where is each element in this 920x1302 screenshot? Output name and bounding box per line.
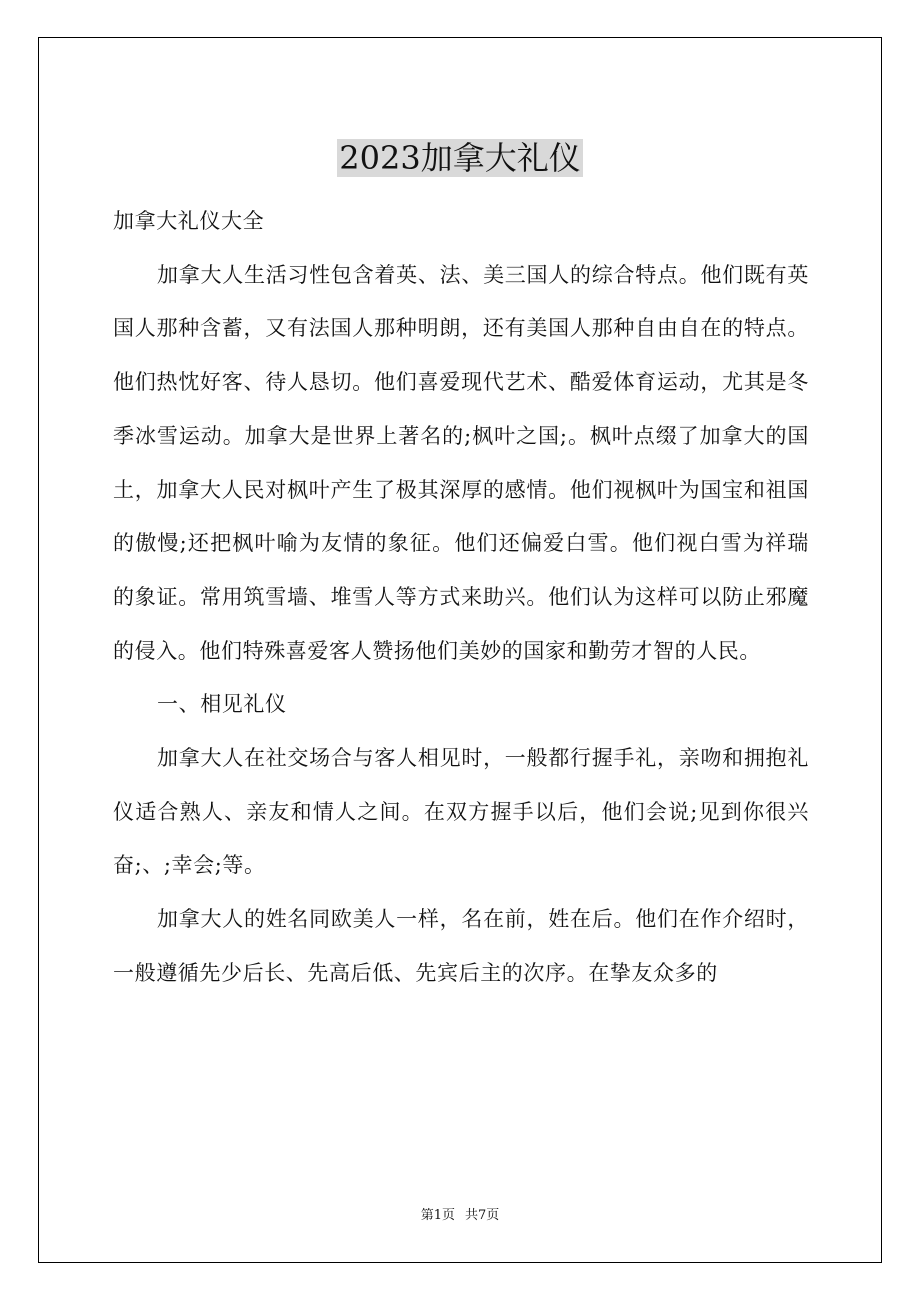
page-footer: [0, 1207, 920, 1225]
document-title: [0, 135, 920, 181]
page-number: 第1页: [420, 1208, 455, 1223]
paragraph-names: 加拿大人的姓名同欧美人一样，名在前，姓在后。他们在作介绍时，一般遵循先少后长、先高后低、先宾后主的次序。在挚友众多的: [113, 907, 809, 985]
paragraph-intro: 加拿大人生活习性包含着英、法、美三国人的综合特点。他们既有英国人那种含蓄，又有法国人那种明朗，还有美国人那种自由自在的特点。他们热忱好客、待人恳切。他们喜爱现代艺术、酷爱体育运动，尤其是冬季冰雪运动。加拿大是世界上著名的;枫叶之国;。枫叶点缀了加拿大的国土，加拿大人民对枫叶产生了极其深厚的感情。他们视枫叶为国宝和祖国的傲慢;还把枫叶喻为友情的象征。他们还偏爱白雪。他们视白雪为祥瑞的象证。常用筑雪墙、堆雪人等方式来助兴。他们认为这样可以防止邪魔的侵入。他们特殊喜爱客人赞扬他们美妙的国家和勤劳才智的人民。: [113, 262, 809, 663]
page-total: 共7页: [465, 1208, 500, 1223]
document-body: [113, 195, 809, 1001]
section-heading: 加拿大礼仪大全: [113, 209, 265, 233]
paragraph-greeting: 加拿大人在社交场合与客人相见时，一般都行握手礼，亲吻和拥抱礼仪适合熟人、亲友和情人之间。在双方握手以后，他们会说;见到你很兴奋;、;幸会;等。: [113, 746, 809, 878]
subsection-heading: 一、相见礼仪: [157, 692, 287, 717]
document-title-text: 2023加拿大礼仪: [339, 139, 581, 178]
